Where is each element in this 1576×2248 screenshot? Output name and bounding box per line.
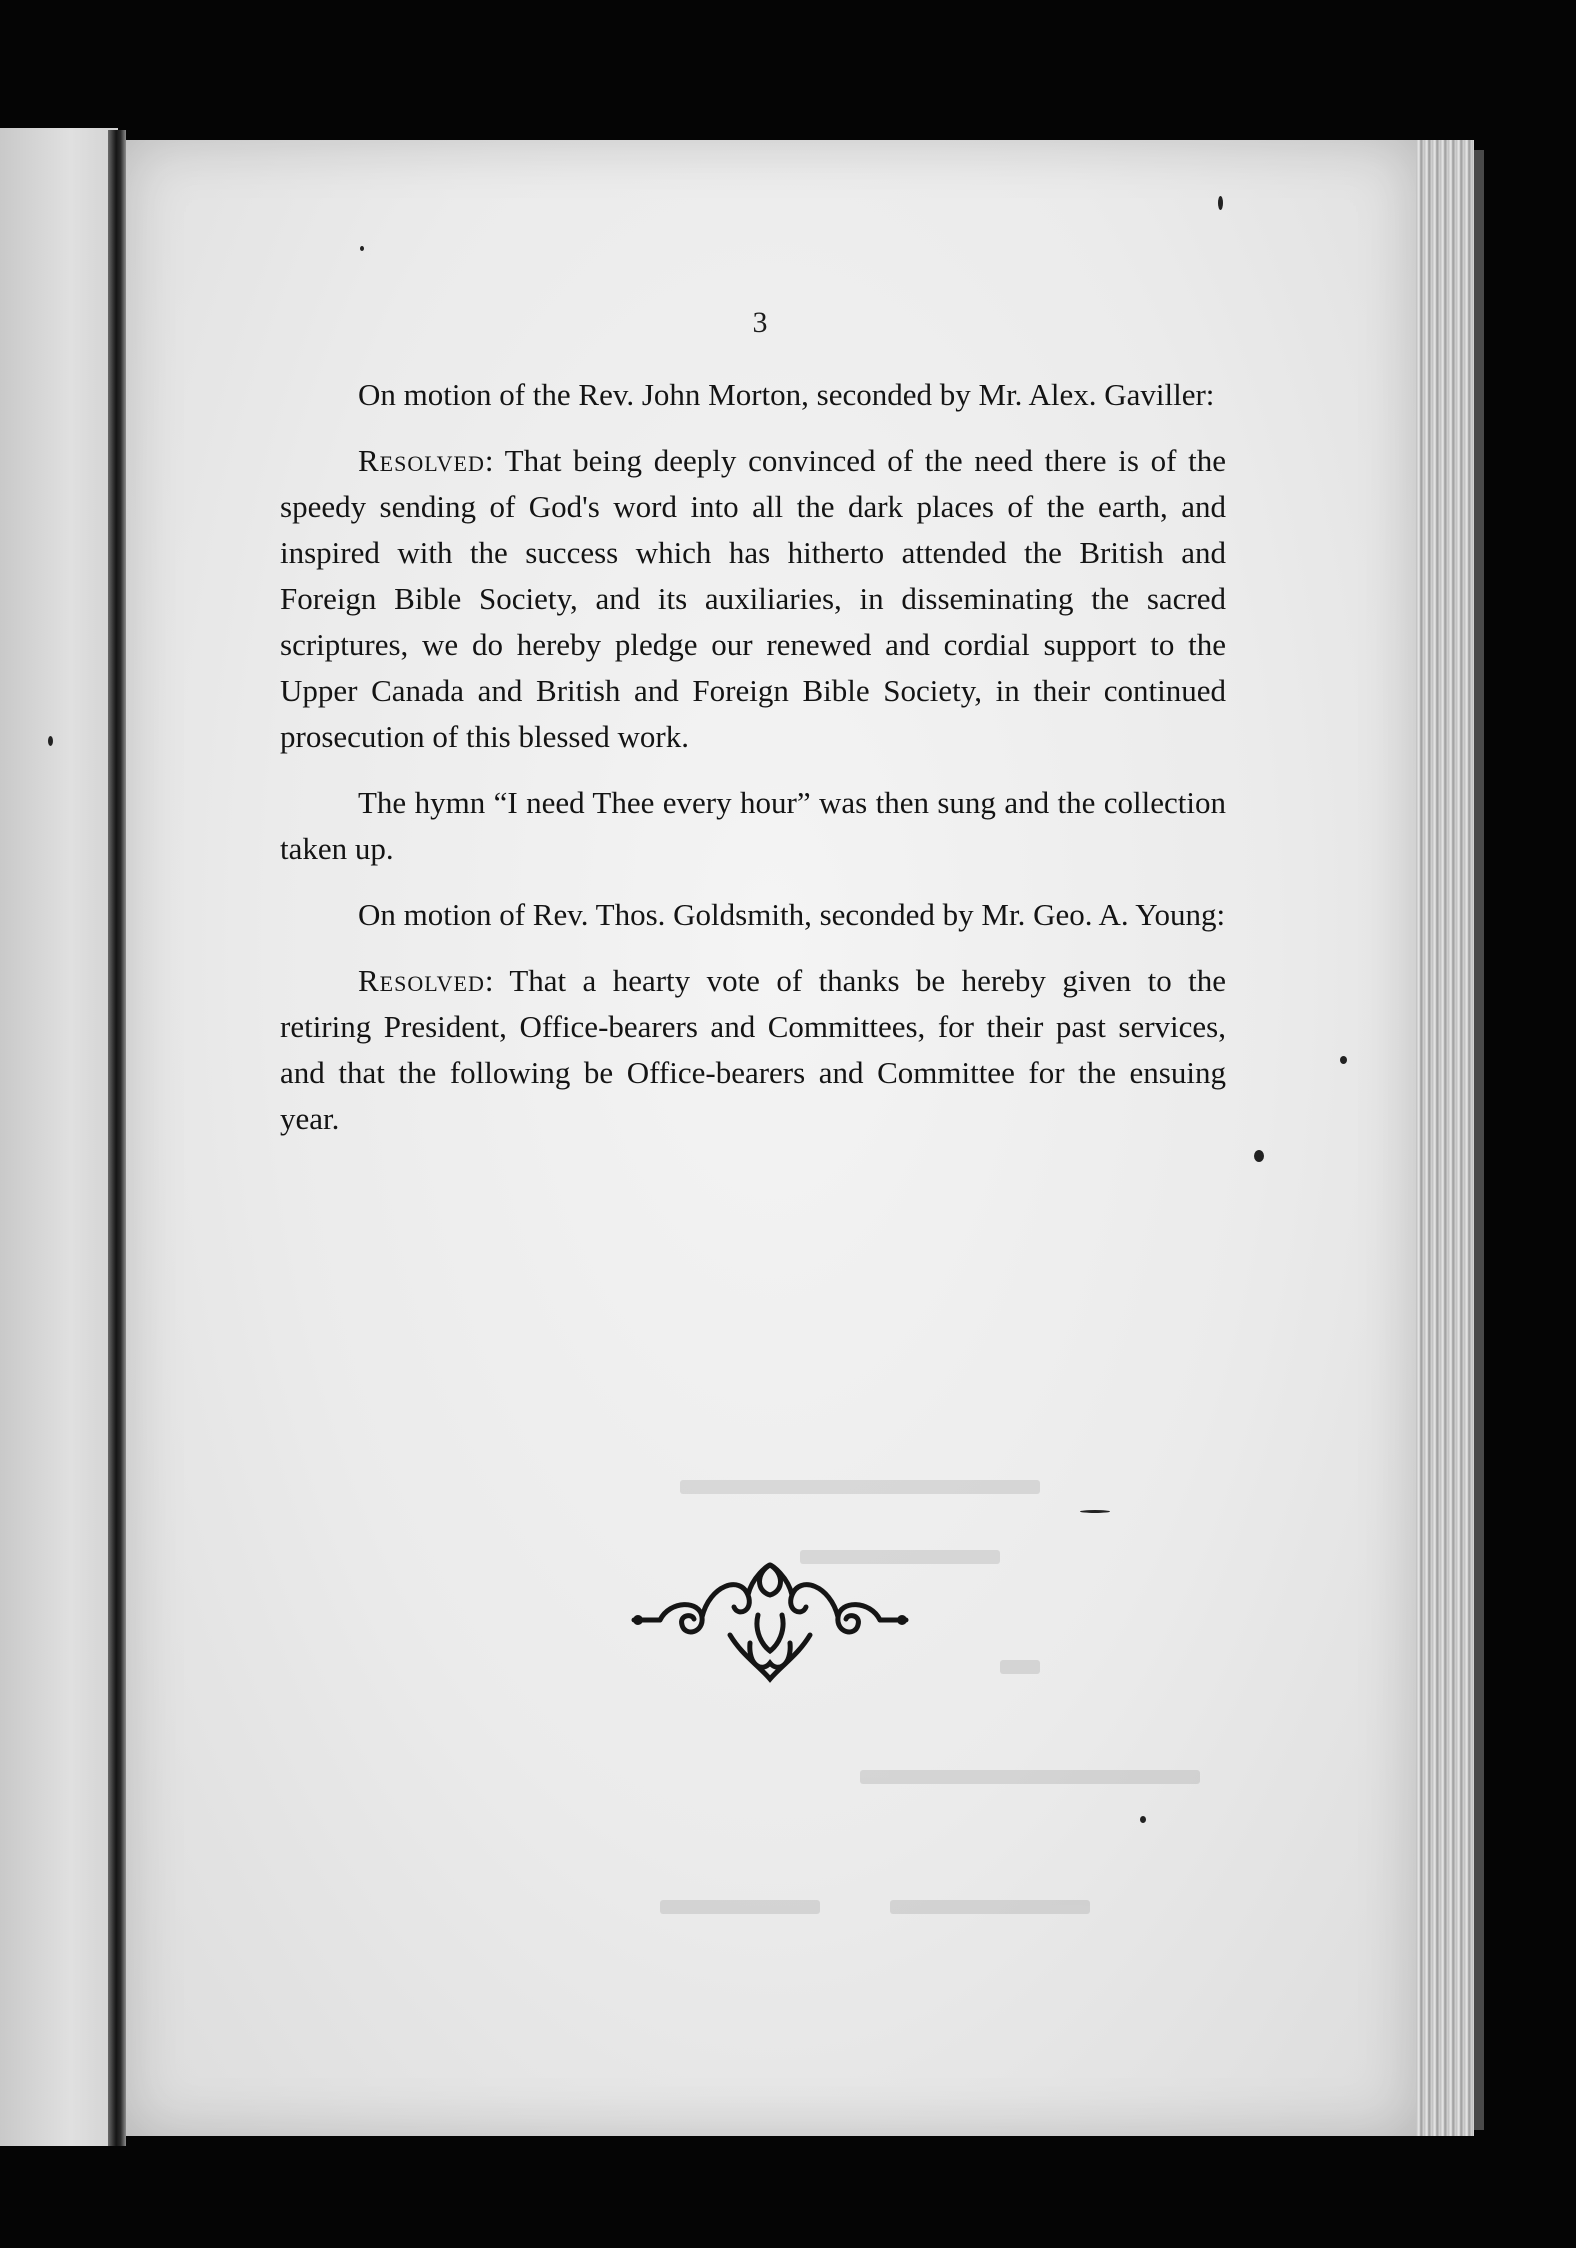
resolution-text: : That a hearty vote of thanks be hereby given to the retiring President, Office-bearers and Committees, for their past services, and that the following be Office-bearers and Committee for the ensuing year. xyxy=(280,963,1226,1136)
facing-page-edge xyxy=(0,128,118,2146)
resolution-paragraph-one xyxy=(280,438,1226,760)
dust-speck xyxy=(1080,1510,1110,1513)
resolved-label: Resolved xyxy=(358,963,485,998)
resolution-text: : That being deeply convinced of the need there is of the speedy sending of God's word into all the dark places of the earth, and inspired with the success which has hitherto attended the British and Foreign Bible Society, and its auxiliaries, in disseminating the sacred scriptures, we do hereby pledge our renewed and cordial support to the Upper Canada and British and Foreign Bible Society, in their continued prosecution of this blessed work. xyxy=(280,443,1226,754)
book-gutter xyxy=(108,130,126,2146)
body-text xyxy=(280,372,1226,1162)
dust-speck xyxy=(1340,1056,1347,1064)
motion-paragraph-one: On motion of the Rev. John Morton, seconded by Mr. Alex. Gaviller: xyxy=(358,377,1215,412)
dust-speck xyxy=(1254,1150,1264,1162)
page-stack-edges xyxy=(1416,140,1474,2136)
dust-speck xyxy=(1140,1816,1146,1823)
resolved-label: Resolved xyxy=(358,443,485,478)
page-stack-shadow xyxy=(1474,150,1484,2130)
motion-paragraph-two: On motion of Rev. Thos. Goldsmith, seconded by Mr. Geo. A. Young: xyxy=(358,897,1226,932)
dust-speck xyxy=(48,736,53,746)
printer-ornament-icon xyxy=(630,1555,910,1685)
hymn-paragraph: The hymn “I need Thee every hour” was then sung and the collection taken up. xyxy=(280,785,1226,866)
resolution-paragraph-two xyxy=(280,958,1226,1142)
page-number: 3 xyxy=(752,306,768,339)
dust-speck xyxy=(360,246,364,251)
dust-speck xyxy=(1218,196,1223,210)
